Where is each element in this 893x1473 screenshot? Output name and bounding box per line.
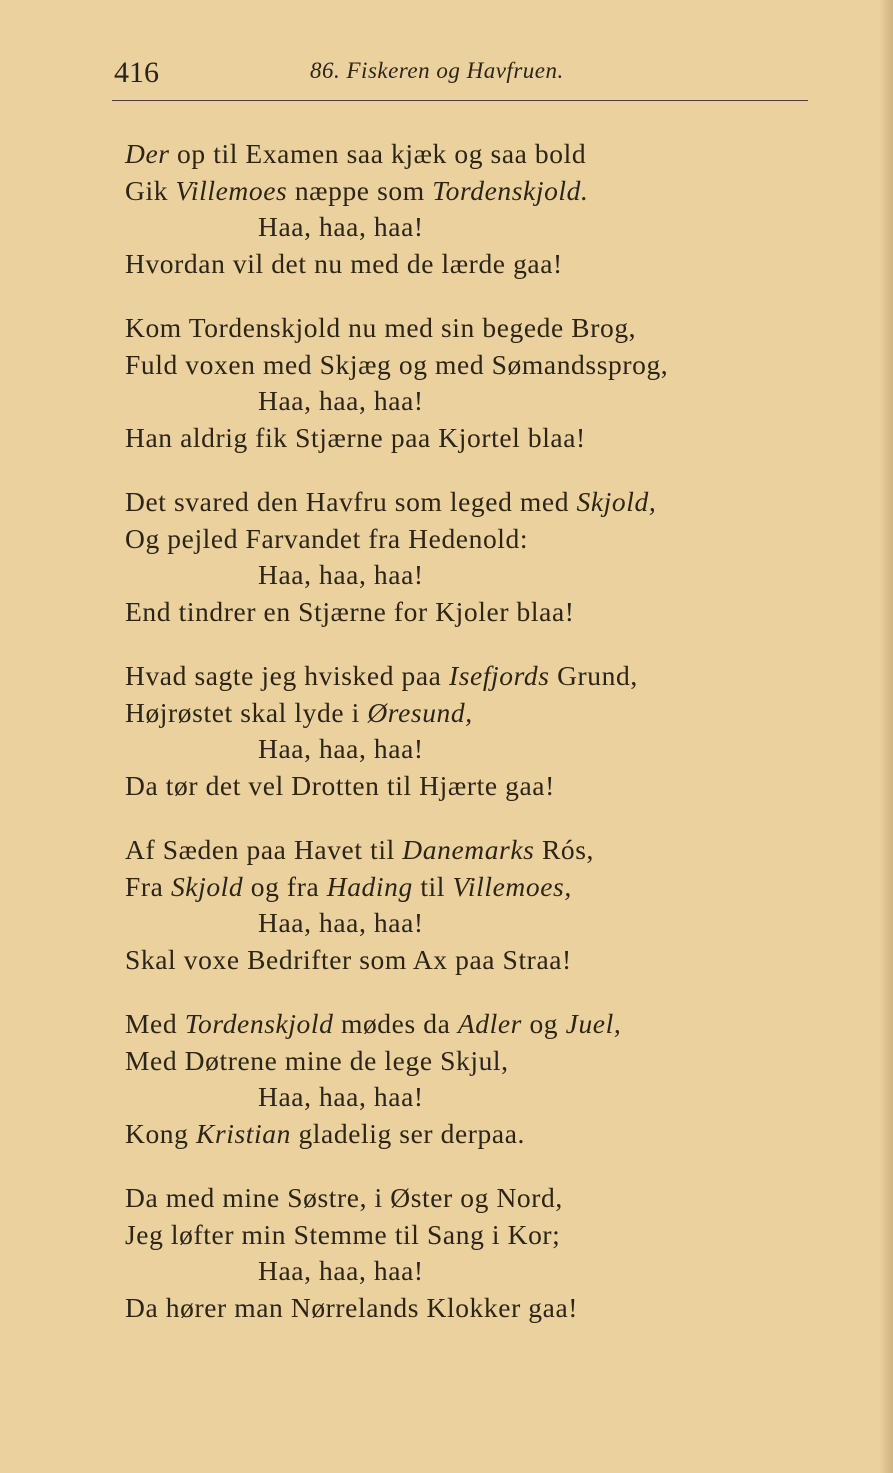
verse-line <box>125 1043 668 1080</box>
page-edge-shadow <box>879 0 893 1473</box>
verse-text: End tindrer en Stjærne for Kjoler blaa! <box>125 595 575 627</box>
verse-line <box>125 1180 668 1217</box>
verse-text: Grund, <box>549 660 638 691</box>
verse-text: Hvordan vil det nu med de lærde gaa! <box>125 247 563 279</box>
verse-line <box>125 420 668 457</box>
verse-text: til <box>412 870 453 902</box>
verse-line <box>125 658 668 695</box>
verse-text: Fra <box>125 870 171 902</box>
italic-name: Skjold <box>170 870 244 902</box>
italic-name: Villemoes, <box>452 870 572 902</box>
italic-name: Kristian <box>196 1117 291 1149</box>
verse-text: Haa, haa, haa! <box>258 907 424 938</box>
verse-text: Rós, <box>534 834 595 865</box>
refrain-line <box>125 905 668 942</box>
verse-text: Haa, haa, haa! <box>258 1255 424 1286</box>
verse-text: Haa, haa, haa! <box>258 211 424 242</box>
verse-text: Haa, haa, haa! <box>258 733 424 764</box>
verse-line <box>125 347 668 384</box>
verse-line <box>125 869 668 906</box>
italic-name: Øresund, <box>367 696 473 728</box>
verse-line <box>125 173 668 210</box>
verse-line <box>125 1290 668 1327</box>
verse-text: Højrøstet skal lyde i <box>125 696 368 728</box>
verse-text: og <box>521 1008 566 1039</box>
verse-text: Kong <box>125 1117 196 1149</box>
stanza <box>125 658 668 804</box>
verse-line <box>125 1217 668 1254</box>
refrain-line <box>125 209 668 246</box>
verse-text: Kom Tordenskjold nu med sin begede Brog, <box>125 312 637 343</box>
verse-text: gladelig ser derpaa. <box>290 1117 525 1149</box>
verse-line <box>125 695 668 732</box>
verse-text: Haa, haa, haa! <box>258 385 424 416</box>
verse-line <box>125 1116 668 1153</box>
verse-line <box>125 594 668 631</box>
verse-text: Gik <box>125 174 176 206</box>
italic-name: Juel, <box>565 1008 622 1039</box>
verse-text: Det svared den Havfru som leged med <box>125 486 577 517</box>
italic-name: Adler <box>457 1008 522 1039</box>
verse-text: mødes da <box>333 1008 458 1039</box>
stanza <box>125 484 668 630</box>
verse-text: Med <box>125 1008 185 1039</box>
stanza <box>125 310 668 456</box>
verse-line <box>125 832 668 869</box>
verse-text: Af Sæden paa Havet til <box>125 834 403 865</box>
verse-text: Haa, haa, haa! <box>258 559 424 590</box>
refrain-line <box>125 557 668 594</box>
italic-name: Skjold, <box>576 486 657 517</box>
poem-body <box>125 136 668 1354</box>
refrain-line <box>125 1253 668 1290</box>
verse-text: Da hører man Nørrelands Klokker gaa! <box>125 1291 579 1323</box>
verse-text: Hvad sagte jeg hvisked paa <box>125 660 449 691</box>
verse-line <box>125 942 668 979</box>
page-number: 416 <box>114 56 159 89</box>
verse-line <box>125 310 668 347</box>
verse-text: Skal voxe Bedrifter som Ax paa Straa! <box>125 943 572 975</box>
verse-text: Med Døtrene mine de lege Skjul, <box>125 1044 509 1076</box>
stanza <box>125 1180 668 1326</box>
header-rule <box>112 100 808 101</box>
verse-line <box>125 246 668 283</box>
italic-name: Hading <box>326 870 413 902</box>
italic-name: Danemarks <box>402 834 535 865</box>
stanza <box>125 136 668 282</box>
verse-line <box>125 521 668 558</box>
verse-text: Han aldrig fik Stjærne paa Kjortel blaa! <box>125 421 586 453</box>
refrain-line <box>125 383 668 420</box>
verse-text: Jeg løfter min Stemme til Sang i Kor; <box>125 1218 561 1250</box>
verse-text: Da tør det vel Drotten til Hjærte gaa! <box>125 769 555 801</box>
verse-text: og fra <box>243 870 327 902</box>
verse-line <box>125 1006 668 1043</box>
verse-line <box>125 136 668 173</box>
verse-text: op til Examen saa kjæk og saa bold <box>169 138 587 169</box>
verse-text: Haa, haa, haa! <box>258 1081 424 1112</box>
italic-name: Tordenskjold. <box>432 174 589 206</box>
verse-line <box>125 484 668 521</box>
italic-name: Der <box>125 138 170 169</box>
verse-text: Da med mine Søstre, i Øster og Nord, <box>125 1182 563 1213</box>
stanza <box>125 1006 668 1152</box>
verse-line <box>125 768 668 805</box>
italic-name: Tordenskjold <box>184 1008 334 1039</box>
italic-name: Isefjords <box>448 660 550 691</box>
stanza <box>125 832 668 978</box>
running-title: 86. Fiskeren og Havfruen. <box>310 58 564 83</box>
refrain-line <box>125 1079 668 1116</box>
refrain-line <box>125 731 668 768</box>
italic-name: Villemoes <box>175 174 288 206</box>
verse-text: Fuld voxen med Skjæg og med Sømandssprog, <box>125 348 669 380</box>
verse-text: Og pejled Farvandet fra Hedenold: <box>125 522 529 554</box>
verse-text: næppe som <box>287 174 433 206</box>
